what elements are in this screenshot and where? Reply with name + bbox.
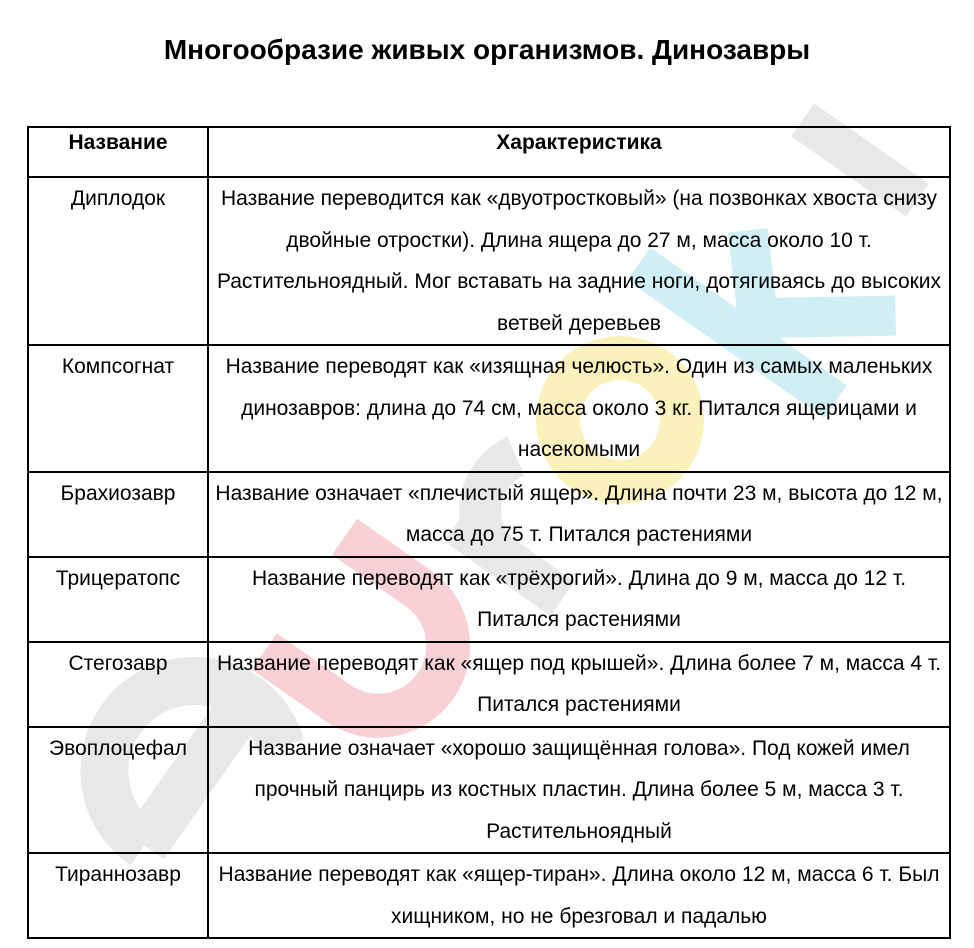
table-row	[28, 557, 950, 642]
dinosaur-name: Диплодок	[28, 177, 208, 345]
dinosaur-description: Название означает «плечистый ящер». Длина почти 23 м, высота до 12 м, масса до 75 т. Питался растениями	[208, 472, 950, 557]
dinosaur-name: Брахиозавр	[28, 472, 208, 557]
column-header-description: Характеристика	[208, 127, 950, 177]
column-header-name: Название	[28, 127, 208, 177]
dinosaur-description: Название означает «хорошо защищённая голова». Под кожей имел прочный панцирь из костных пластин. Длина более 5 м, масса 3 т. Растительноядный	[208, 727, 950, 854]
table-row	[28, 472, 950, 557]
table-row	[28, 177, 950, 345]
dinosaur-description: Название переводят как «трёхрогий». Длина до 9 м, масса до 12 т. Питался растениями	[208, 557, 950, 642]
dinosaur-name: Тираннозавр	[28, 853, 208, 938]
dinosaur-description: Название переводят как «изящная челюсть». Один из самых маленьких динозавров: длина до 74 см, масса около 3 кг. Питался ящерицами и насекомыми	[208, 345, 950, 472]
page-title: Многообразие живых организмов. Динозавры	[163, 34, 811, 65]
dinosaur-name: Трицератопс	[28, 557, 208, 642]
table-header-row	[28, 127, 950, 177]
dinosaur-description: Название переводится как «двуотростковый» (на позвонках хвоста снизу двойные отростки). Длина ящера до 27 м, масса около 10 т. Растительноядный. Мог вставать на задние ноги, дотягиваясь до высоких ветвей деревьев	[208, 177, 950, 345]
dinosaur-description: Название переводят как «ящер-тиран». Длина около 12 м, масса 6 т. Был хищником, но не брезговал и падалью	[208, 853, 950, 938]
table-row	[28, 853, 950, 938]
dinosaur-name: Компсогнат	[28, 345, 208, 472]
dinosaur-description: Название переводят как «ящер под крышей». Длина более 7 м, масса 4 т. Питался растениями	[208, 642, 950, 727]
table-row	[28, 727, 950, 854]
dinosaurs-table	[27, 126, 951, 939]
table-row	[28, 642, 950, 727]
table-row	[28, 345, 950, 472]
dinosaur-name: Стегозавр	[28, 642, 208, 727]
dinosaur-name: Эвоплоцефал	[28, 727, 208, 854]
